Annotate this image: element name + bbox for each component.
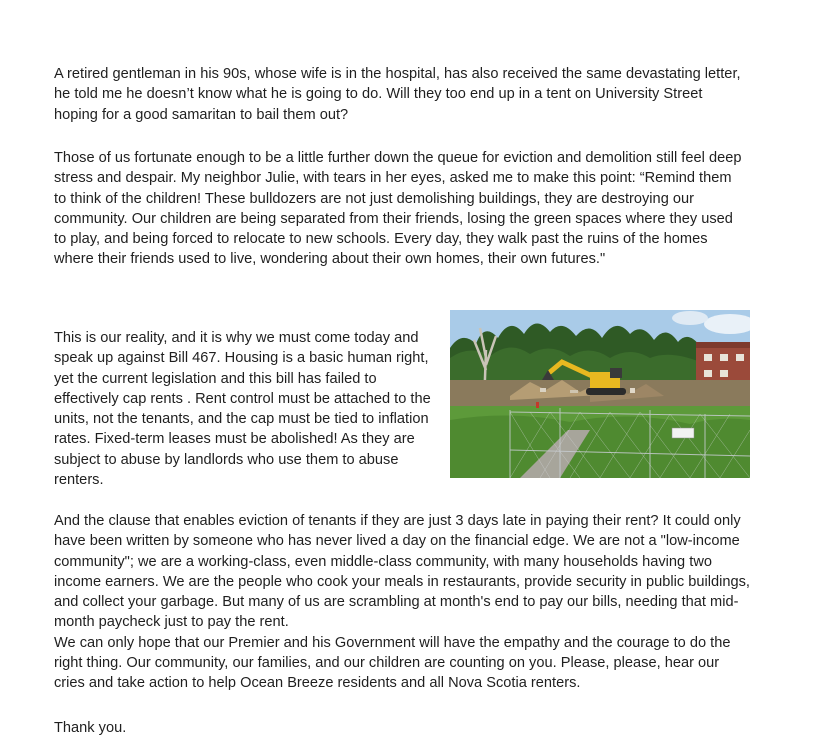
paragraph-thank-you: Thank you. — [54, 720, 127, 736]
paragraph-bill-467: This is our reality, and it is why we must come today and speak up against Bill 467. Housing is a basic human right, yet the current legislation and this bill has failed to effectively cap rents . Rent control must be attached to the units, not the tenants, and the cap must be tied to inflation rates. Fixed-term leases must be abolished! As they are subject to abuse by landlords who use them to abuse renters. — [54, 330, 431, 489]
demolition-photo-illustration — [450, 310, 750, 478]
paragraph-julie-quote: Those of us fortunate enough to be a little further down the queue for eviction and demolition still feel deep stress and despair. My neighbor Julie, with tears in her eyes, asked me to make this point: “Remind them to think of the children! These bulldozers are not just demolishing buildings, they are destroying our community. Our children are being separated from their friends, losing the green spaces where they used to play, and being forced to relocate to new schools. Every day, they walk past the ruins of the homes where their friends used to live, wondering about their own homes, their own futures." — [54, 150, 742, 268]
paragraph-eviction-clause: And the clause that enables eviction of tenants if they are just 3 days late in paying their rent? It could only have been written by someone who has never lived a day on the financial edge. We are not a "low-income community"; we are a working-class, even middle-class community, with many households having two income earners. We are the people who cook your meals in restaurants, provide security in public buildings, and collect your garbage. But many of us are scrambling at month's end to pay our bills, needing that mid-month paycheck just to pay the rent. We can only hope that our Premier and his Government will have the empathy and the courage to do the right thing. Our community, our families, and our children are counting on you. Please, please, hear our cries and take action to help Ocean Breeze residents and all Nova Scotia renters. — [54, 513, 750, 692]
paragraph-retired-gentleman: A retired gentleman in his 90s, whose wife is in the hospital, has also received the same devastating letter, he told me he doesn’t know what he is going to do. Will they too end up in a tent on University Street hoping for a good samaritan to bail them out? — [54, 66, 741, 123]
demolition-site-photo — [450, 310, 750, 478]
